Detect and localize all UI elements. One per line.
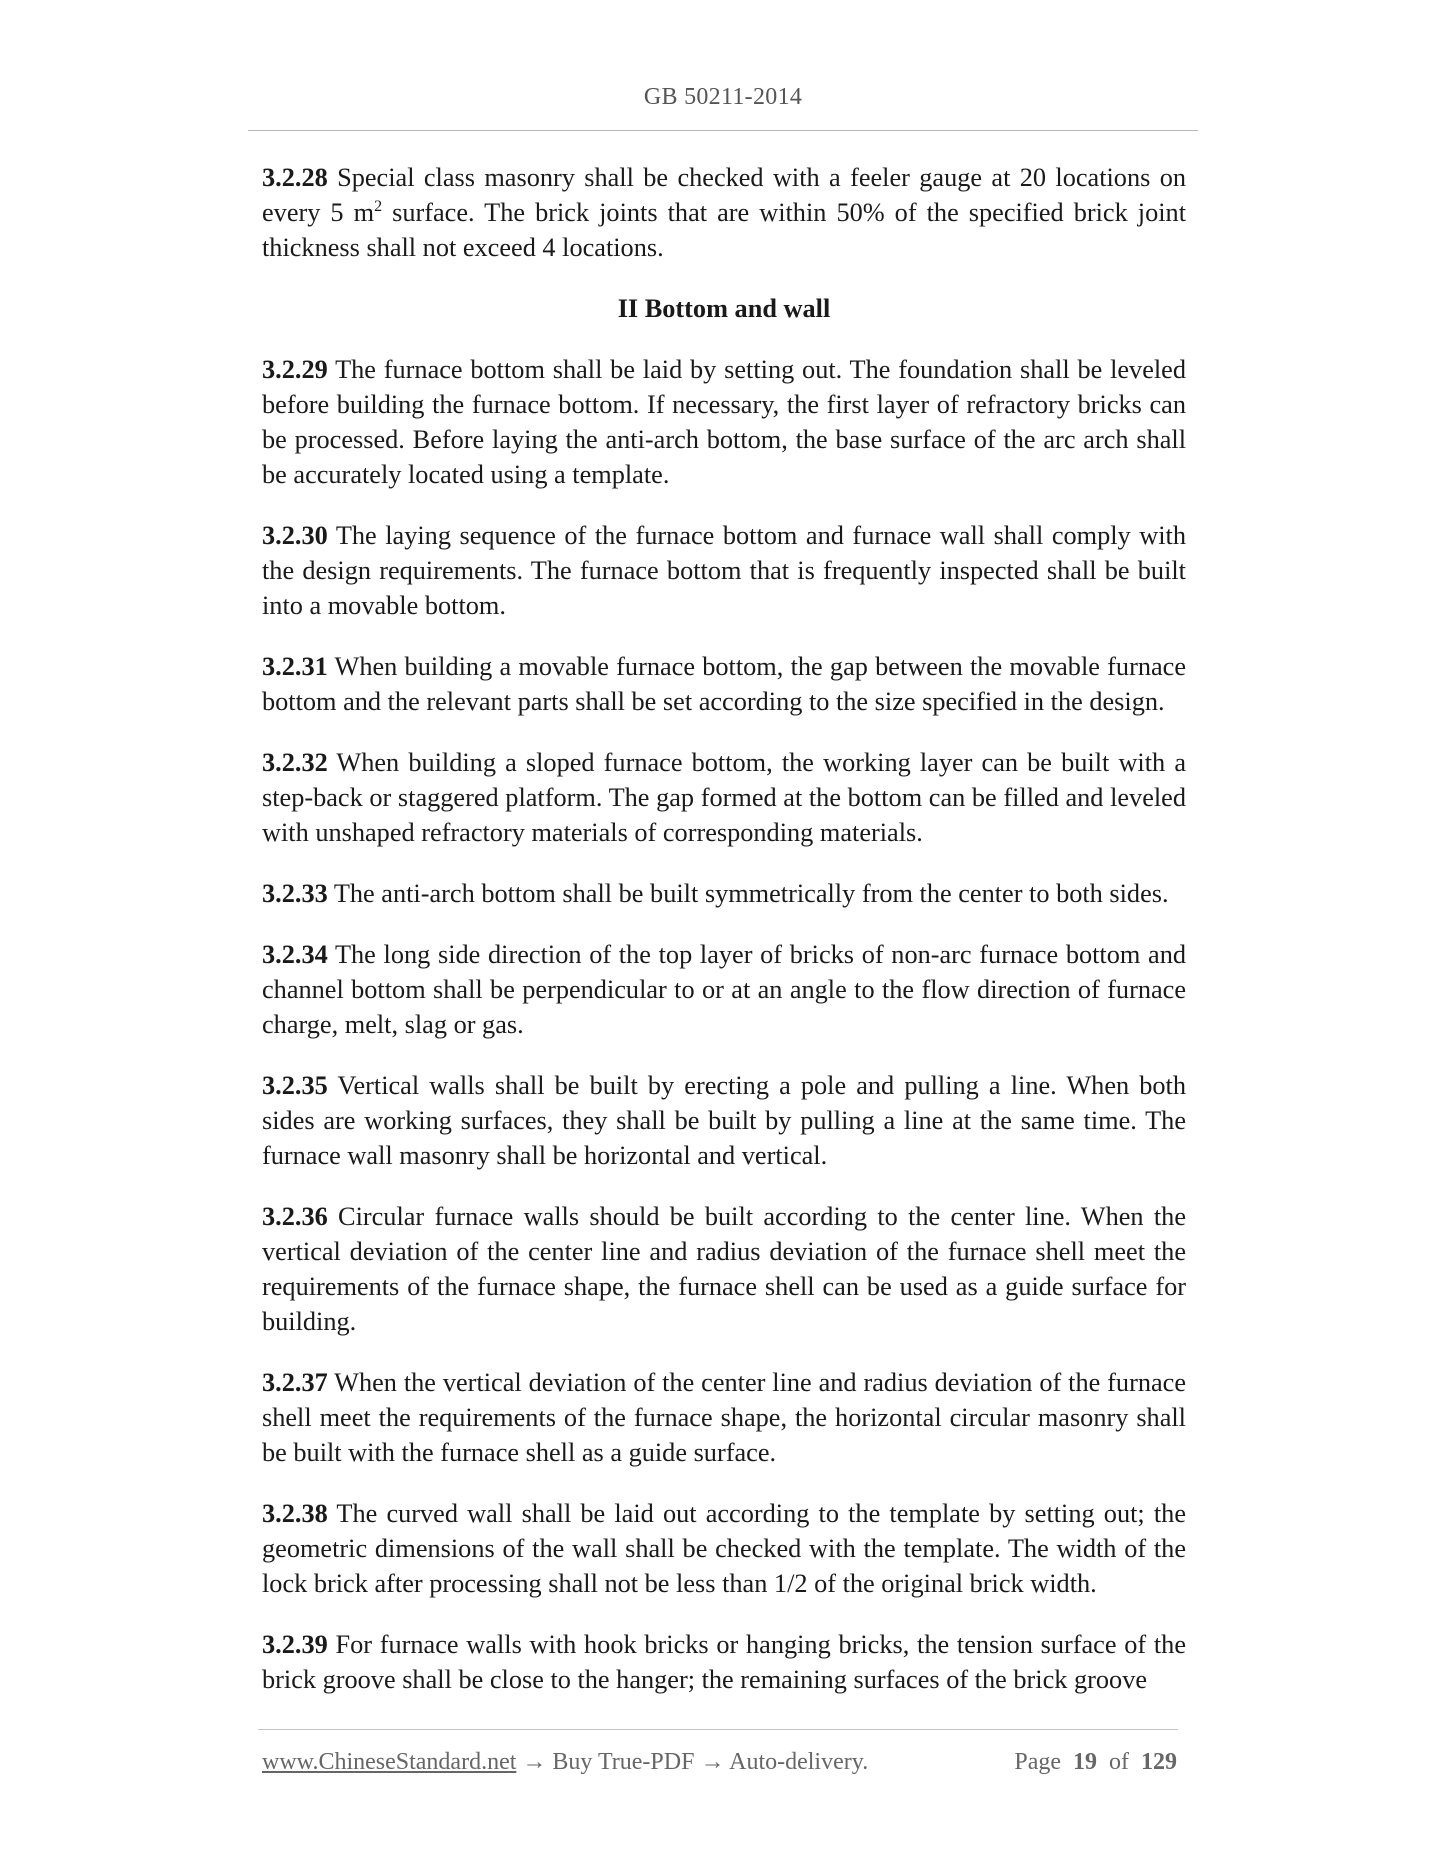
clause-number: 3.2.28: [262, 163, 328, 192]
clause-number: 3.2.38: [262, 1499, 328, 1528]
superscript: 2: [374, 198, 383, 216]
clause-3-2-31: [262, 649, 1186, 719]
clause-text: The long side direction of the top layer of bricks of non-arc furnace bottom and channel bottom shall be perpendicular to or at an angle to the flow direction of furnace charge, melt, slag or gas.: [262, 940, 1186, 1039]
clause-text: When the vertical deviation of the center line and radius deviation of the furnace shell meet the requirements of the furnace shape, the horizontal circular masonry shall be built with the furnace shell as a guide surface.: [262, 1368, 1186, 1467]
clause-3-2-29: [262, 352, 1186, 492]
page-header: [248, 84, 1198, 111]
clause-text: When building a movable furnace bottom, the gap between the movable furnace bottom and the relevant parts shall be set according to the size specified in the design.: [262, 652, 1186, 716]
clause-text: surface. The brick joints that are within 50% of the specified brick joint thickness shall not exceed 4 locations.: [262, 198, 1186, 262]
footer-tagline: → Buy True-PDF → Auto-delivery.: [516, 1749, 869, 1775]
clause-3-2-33: [262, 876, 1186, 911]
section-heading: II Bottom and wall: [617, 294, 831, 323]
clause-3-2-32: [262, 745, 1186, 850]
document-code: GB 50211-2014: [643, 84, 803, 110]
clause-number: 3.2.34: [262, 940, 328, 969]
clause-3-2-34: [262, 937, 1186, 1042]
footer-divider: [258, 1729, 1178, 1730]
clause-number: 3.2.29: [262, 355, 328, 384]
clause-number: 3.2.35: [262, 1071, 328, 1100]
clause-3-2-39: [262, 1627, 1186, 1697]
clause-text: The anti-arch bottom shall be built symmetrically from the center to both sides.: [327, 879, 1169, 908]
page-footer: [262, 1749, 1177, 1776]
clause-number: 3.2.39: [262, 1630, 328, 1659]
clause-text: The furnace bottom shall be laid by setting out. The foundation shall be leveled before building the furnace bottom. If necessary, the first layer of refractory bricks can be processed. Before laying the anti-arch bottom, the base surface of the arc arch shall be accurately located using a template.: [262, 355, 1186, 489]
page-indicator: [1014, 1749, 1177, 1776]
footer-promo: [262, 1749, 868, 1776]
website-link[interactable]: www.ChineseStandard.net: [262, 1749, 517, 1775]
clause-3-2-36: [262, 1199, 1186, 1339]
clause-text: Circular furnace walls should be built according to the center line. When the vertical deviation of the center line and radius deviation of the furnace shell meet the requirements of the furnace shape, the furnace shell can be used as a guide surface for building.: [262, 1202, 1186, 1336]
clause-3-2-35: [262, 1068, 1186, 1173]
clause-3-2-37: [262, 1365, 1186, 1470]
clause-text: Vertical walls shall be built by erecting a pole and pulling a line. When both sides are working surfaces, they shall be built by pulling a line at the same time. The furnace wall masonry shall be horizontal and vertical.: [262, 1071, 1186, 1170]
current-page-number: 19: [1073, 1749, 1097, 1775]
clause-number: 3.2.32: [262, 748, 328, 777]
clause-number: 3.2.30: [262, 521, 328, 550]
total-pages-number: 129: [1141, 1749, 1177, 1775]
clause-3-2-30: [262, 518, 1186, 623]
clause-number: 3.2.31: [262, 652, 328, 681]
clause-text: When building a sloped furnace bottom, the working layer can be built with a step-back or staggered platform. The gap formed at the bottom can be filled and leveled with unshaped refractory materials of corresponding materials.: [262, 748, 1186, 847]
page-label: Page: [1014, 1749, 1061, 1775]
header-divider: [248, 130, 1198, 131]
page-of-label: of: [1109, 1749, 1129, 1775]
clause-text: For furnace walls with hook bricks or hanging bricks, the tension surface of the brick groove shall be close to the hanger; the remaining surfaces of the brick groove: [262, 1630, 1186, 1694]
clause-number: 3.2.33: [262, 879, 328, 908]
document-body: [262, 160, 1186, 1723]
clause-text: The curved wall shall be laid out according to the template by setting out; the geometric dimensions of the wall shall be checked with the template. The width of the lock brick after processing shall not be less than 1/2 of the original brick width.: [262, 1499, 1186, 1598]
clause-text: The laying sequence of the furnace bottom and furnace wall shall comply with the design requirements. The furnace bottom that is frequently inspected shall be built into a movable bottom.: [262, 521, 1186, 620]
clause-number: 3.2.37: [262, 1368, 328, 1397]
clause-number: 3.2.36: [262, 1202, 328, 1231]
clause-text: Special class masonry shall be checked with a feeler gauge at 20 locations on every 5 m: [262, 163, 1186, 227]
clause-3-2-38: [262, 1496, 1186, 1601]
clause-3-2-28: [262, 160, 1186, 265]
